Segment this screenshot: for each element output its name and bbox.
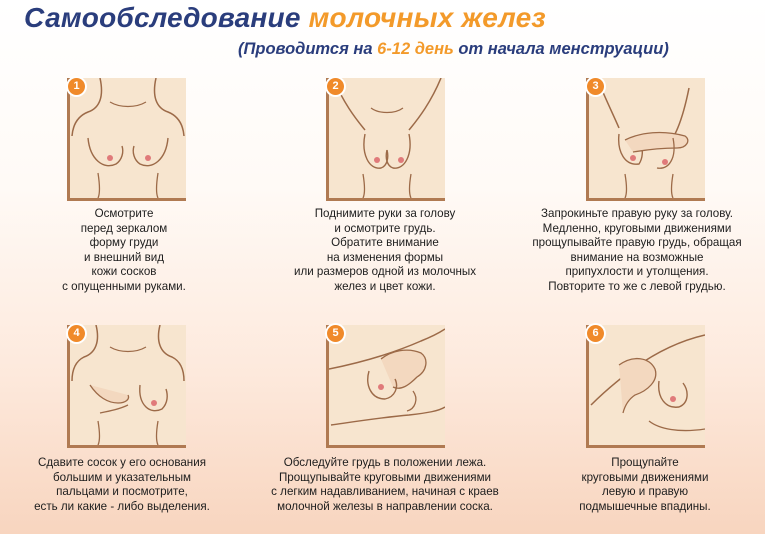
step-number-badge: 2 bbox=[327, 78, 344, 95]
step-number-badge: 5 bbox=[327, 325, 344, 342]
step-4-description bbox=[2, 456, 242, 514]
step-text-line: Сдавите сосок у его основания bbox=[38, 456, 206, 469]
step-2-illustration bbox=[326, 78, 445, 201]
nipple-squeeze-icon bbox=[70, 325, 186, 445]
step-text-line: кожи сосков bbox=[91, 265, 157, 279]
subtitle-part-3: от начала менструации) bbox=[453, 40, 669, 58]
step-text-line: Обратите внимание bbox=[331, 236, 439, 250]
step-text-line: и внешний вид bbox=[84, 250, 164, 264]
step-text-line: Повторите то же с левой грудью. bbox=[548, 279, 726, 293]
step-text-line: форму груди bbox=[89, 236, 159, 250]
step-text-line: Поднимите руки за голову bbox=[314, 207, 456, 220]
step-5-illustration bbox=[326, 325, 445, 448]
step-4-illustration bbox=[67, 325, 186, 448]
step-text-line: подмышечные впадины. bbox=[579, 499, 711, 513]
step-text-line: и осмотрите грудь. bbox=[334, 221, 436, 235]
torso-mirror-icon bbox=[70, 78, 186, 198]
step-text-line: пальцами и посмотрите, bbox=[56, 485, 188, 499]
step-text-line: на изменения формы bbox=[326, 250, 444, 264]
step-text-line: Медленно, круговыми движениями bbox=[542, 221, 732, 235]
lying-palpation-icon bbox=[329, 325, 445, 445]
step-number-badge: 3 bbox=[587, 78, 604, 95]
subtitle-part-1: (Проводится на bbox=[238, 40, 378, 58]
step-text-line: круговыми движениями bbox=[581, 470, 709, 484]
step-number-badge: 1 bbox=[68, 78, 85, 95]
step-text-line: перед зеркалом bbox=[80, 221, 168, 235]
step-text-line: с легким надавливанием, начиная с краев bbox=[271, 485, 499, 499]
step-text-line: желез и цвет кожи. bbox=[334, 279, 436, 293]
armpit-palpation-icon bbox=[589, 325, 705, 445]
title-part-2: молочных желез bbox=[308, 2, 546, 33]
step-text-line: Прощупайте bbox=[611, 456, 679, 469]
step-text-line: есть ли какие - либо выделения. bbox=[34, 499, 210, 513]
step-6-description bbox=[530, 456, 760, 514]
step-text-line: припухлости и утолщения. bbox=[565, 265, 709, 279]
step-text-line: Запрокиньте правую руку за голову. bbox=[541, 207, 733, 220]
page-subtitle bbox=[238, 40, 669, 59]
step-2-description bbox=[263, 207, 507, 295]
step-text-line: внимание на возможные bbox=[570, 250, 704, 264]
step-number-badge: 4 bbox=[68, 325, 85, 342]
step-text-line: Обследуйте грудь в положении лежа. bbox=[283, 456, 487, 469]
subtitle-days: 6-12 день bbox=[377, 40, 454, 58]
step-3-illustration bbox=[586, 78, 705, 201]
step-text-line: большим и указательным bbox=[52, 470, 191, 484]
title-part-1: Самообследование bbox=[24, 2, 309, 33]
step-1-description bbox=[24, 207, 224, 295]
step-text-line: с опущенными руками. bbox=[62, 279, 186, 293]
arms-raised-torso-icon bbox=[329, 78, 445, 198]
step-text-line: прощупывайте правую грудь, обращая bbox=[532, 236, 742, 250]
step-5-description bbox=[254, 456, 516, 514]
step-text-line: левую и правую bbox=[601, 485, 689, 499]
step-number-badge: 6 bbox=[587, 325, 604, 342]
step-3-description bbox=[514, 207, 760, 295]
step-text-line: Осмотрите bbox=[94, 207, 154, 220]
step-6-illustration bbox=[586, 325, 705, 448]
step-text-line: молочной железы в направлении соска. bbox=[277, 499, 493, 513]
step-1-illustration bbox=[67, 78, 186, 201]
step-text-line: Прощупывайте круговыми движениями bbox=[278, 470, 492, 484]
page-title bbox=[24, 2, 546, 34]
palpation-standing-icon bbox=[589, 78, 705, 198]
step-text-line: или размеров одной из молочных bbox=[293, 265, 477, 279]
